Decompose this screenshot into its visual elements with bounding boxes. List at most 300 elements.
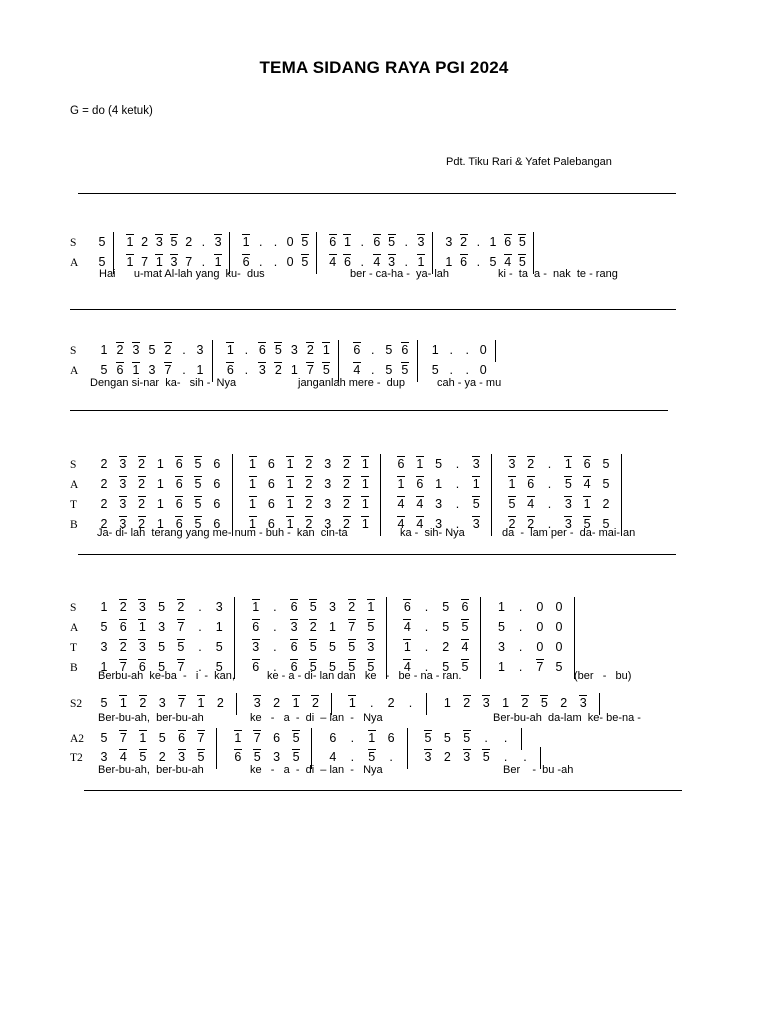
note: 1 (445, 255, 453, 269)
note: 2 (560, 696, 568, 710)
barline (533, 232, 534, 254)
barline (338, 340, 339, 362)
voice-label: S2 (70, 698, 83, 710)
notation-row-s (0, 232, 768, 252)
note: 5 (366, 750, 378, 764)
note: 4 (327, 255, 339, 269)
note: 5 (100, 731, 108, 745)
note: 7 (117, 731, 129, 745)
note: 4 (351, 363, 363, 377)
barline (426, 693, 427, 715)
dot-extension: . (371, 343, 375, 357)
note: 1 (359, 497, 371, 511)
note: 3 (251, 696, 263, 710)
dot-extension: . (259, 255, 263, 269)
note: 0 (536, 640, 544, 654)
note: 6 (288, 640, 300, 654)
note: 5 (442, 600, 450, 614)
note: 7 (175, 660, 187, 674)
notation-row-t (0, 637, 768, 657)
note: 7 (141, 255, 149, 269)
note: 1 (130, 363, 142, 377)
lyric-line: cah - ya - mu (437, 377, 502, 389)
note: 4 (459, 640, 471, 654)
note: 2 (341, 517, 353, 531)
note: 4 (502, 255, 514, 269)
note: 6 (371, 235, 383, 249)
note: 3 (153, 235, 165, 249)
note: 3 (196, 343, 204, 357)
barline (621, 454, 622, 476)
note: 5 (431, 363, 439, 377)
note: 5 (461, 731, 473, 745)
note: 1 (156, 457, 164, 471)
barline (380, 454, 381, 476)
note: 1 (290, 696, 302, 710)
barline (574, 637, 575, 659)
note: 3 (117, 497, 129, 511)
barline (480, 637, 481, 659)
voice-label: T (70, 499, 78, 511)
note: 2 (602, 497, 610, 511)
note: 3 (256, 363, 268, 377)
note: 3 (158, 696, 166, 710)
note: 2 (525, 517, 537, 531)
note: 5 (459, 620, 471, 634)
dot-extension: . (455, 517, 460, 531)
note: 5 (538, 696, 550, 710)
note: 3 (250, 640, 262, 654)
barline (480, 617, 481, 639)
dot-extension: . (503, 731, 508, 745)
note: 2 (506, 517, 518, 531)
dot-extension: . (484, 731, 488, 745)
dot-extension: . (455, 497, 460, 511)
note: 5 (100, 363, 108, 377)
note: 5 (215, 660, 223, 674)
note: 2 (309, 696, 321, 710)
note: 6 (256, 343, 268, 357)
note: 6 (459, 600, 471, 614)
note: 1 (284, 457, 296, 471)
note: 5 (251, 750, 263, 764)
voice-label: A (70, 365, 79, 377)
barline (407, 747, 408, 769)
barline (232, 454, 233, 476)
lyric-line: Ber-bu-ah, ber-bu-ah (98, 764, 204, 776)
note: 2 (443, 750, 451, 764)
note: 6 (399, 343, 411, 357)
divider-line (70, 309, 676, 310)
barline (480, 597, 481, 619)
note: 1 (247, 477, 259, 491)
note: 5 (158, 640, 166, 654)
note: 7 (117, 660, 129, 674)
dot-extension: . (424, 660, 429, 674)
note: 2 (458, 235, 470, 249)
note: 5 (385, 363, 393, 377)
note: 3 (288, 620, 300, 634)
note: 6 (250, 660, 262, 674)
barline (432, 232, 433, 254)
dot-extension: . (244, 343, 249, 357)
note: 3 (562, 497, 574, 511)
voice-label: A (70, 257, 79, 269)
note: 1 (196, 363, 204, 377)
note: 5 (470, 497, 482, 511)
note: 1 (124, 255, 136, 269)
song-title: TEMA SIDANG RAYA PGI 2024 (259, 58, 509, 77)
note: 3 (168, 255, 180, 269)
dot-extension: . (518, 600, 523, 614)
note: 3 (212, 235, 224, 249)
note: 6 (458, 255, 470, 269)
note: 5 (192, 517, 204, 531)
note: 1 (497, 660, 505, 674)
note: 1 (156, 477, 164, 491)
note: 2 (387, 696, 395, 710)
note: 1 (137, 731, 149, 745)
note: 5 (435, 457, 443, 471)
note: 3 (365, 640, 377, 654)
barline (495, 340, 496, 362)
note: 3 (130, 343, 142, 357)
note: 5 (386, 235, 398, 249)
note: 1 (247, 497, 259, 511)
note: 3 (470, 457, 482, 471)
note: 2 (100, 457, 108, 471)
note: 2 (341, 457, 353, 471)
barline (212, 340, 213, 362)
note: 6 (267, 517, 275, 531)
note: 3 (100, 640, 108, 654)
note: 1 (431, 343, 439, 357)
note: 4 (401, 660, 413, 674)
note: 6 (213, 457, 221, 471)
note: 5 (506, 497, 518, 511)
note: 3 (215, 600, 223, 614)
note: 1 (414, 457, 426, 471)
dot-extension: . (389, 750, 393, 764)
note: 1 (328, 620, 336, 634)
note: 2 (307, 620, 319, 634)
dot-extension: . (547, 517, 552, 531)
note: 5 (602, 457, 610, 471)
divider-line (78, 554, 676, 555)
note: 3 (328, 600, 336, 614)
note: 7 (162, 363, 174, 377)
note: 5 (307, 660, 319, 674)
note: 3 (290, 343, 298, 357)
note: 3 (562, 517, 574, 531)
barline (386, 637, 387, 659)
note: 5 (555, 660, 563, 674)
note: 5 (175, 640, 187, 654)
note: 6 (502, 235, 514, 249)
note: 5 (442, 660, 450, 674)
note: 1 (506, 477, 518, 491)
note: 5 (320, 363, 332, 377)
note: 7 (175, 620, 187, 634)
barline (229, 232, 230, 254)
note: 1 (346, 696, 358, 710)
barline (234, 617, 235, 639)
barline (574, 617, 575, 639)
note: 5 (98, 235, 106, 249)
note: 6 (267, 497, 275, 511)
note: 5 (290, 750, 302, 764)
note: 1 (247, 457, 259, 471)
notation-row-s (0, 340, 768, 360)
voice-label: A (70, 622, 79, 634)
note: 5 (516, 255, 528, 269)
notation-row-t (0, 494, 768, 514)
note: 5 (516, 235, 528, 249)
dot-extension: . (455, 477, 460, 491)
barline (113, 232, 114, 254)
note: 0 (479, 343, 487, 357)
note: 5 (346, 640, 358, 654)
note: 5 (215, 640, 223, 654)
voice-label: B (70, 662, 78, 674)
dot-extension: . (408, 696, 413, 710)
barline (234, 597, 235, 619)
barline (480, 657, 481, 679)
note: 5 (602, 517, 610, 531)
note: 6 (267, 477, 275, 491)
dot-extension: . (198, 600, 202, 614)
note: 3 (324, 497, 332, 511)
dot-extension: . (455, 457, 460, 471)
note: 3 (176, 750, 188, 764)
note: 2 (100, 497, 108, 511)
note: 1 (156, 517, 164, 531)
barline (491, 514, 492, 536)
note: 2 (117, 600, 129, 614)
note: 3 (117, 517, 129, 531)
barline (621, 494, 622, 516)
note: 6 (327, 235, 339, 249)
lyric-line: ke - a - di – lan - Nya (250, 712, 383, 724)
note: 3 (422, 750, 434, 764)
note: 3 (435, 497, 443, 511)
note: 5 (489, 255, 497, 269)
note: 3 (386, 255, 398, 269)
note: 1 (284, 517, 296, 531)
note: 7 (176, 696, 188, 710)
dot-extension: . (182, 343, 186, 357)
note: 1 (497, 600, 505, 614)
note: 6 (136, 660, 148, 674)
note: 2 (175, 600, 187, 614)
voice-label: B (70, 519, 78, 531)
note: 3 (435, 517, 443, 531)
voice-label: S (70, 345, 77, 357)
note: 6 (213, 497, 221, 511)
note: 1 (359, 477, 371, 491)
note: 3 (480, 696, 492, 710)
note: 2 (216, 696, 224, 710)
note: 5 (100, 696, 108, 710)
note: 7 (185, 255, 193, 269)
dot-extension: . (244, 363, 249, 377)
notation-row-a2 (0, 728, 768, 748)
note: 6 (581, 457, 593, 471)
note: 1 (395, 477, 407, 491)
note: 5 (399, 363, 411, 377)
notation-row-s (0, 454, 768, 474)
note: 5 (307, 640, 319, 654)
note: 6 (232, 750, 244, 764)
note: 2 (303, 477, 315, 491)
note: 2 (185, 235, 193, 249)
barline (386, 617, 387, 639)
note: 2 (519, 696, 531, 710)
note: 1 (100, 600, 108, 614)
dot-extension: . (518, 620, 523, 634)
note: 5 (299, 235, 311, 249)
dot-extension: . (371, 363, 375, 377)
note: 5 (307, 600, 319, 614)
note: 2 (114, 343, 126, 357)
dot-extension: . (518, 660, 523, 674)
barline (386, 597, 387, 619)
note: 5 (480, 750, 492, 764)
note: 6 (401, 600, 413, 614)
lyric-line: ke - a - di- lan dan ke - be - na - ran. (267, 670, 462, 682)
note: 6 (341, 255, 353, 269)
note: 5 (192, 457, 204, 471)
note: 2 (442, 640, 450, 654)
dot-extension: . (350, 750, 355, 764)
barline (491, 474, 492, 496)
note: 1 (100, 660, 108, 674)
voice-label: A (70, 479, 79, 491)
note: 1 (212, 255, 224, 269)
note: 5 (137, 750, 149, 764)
dot-extension: . (198, 640, 202, 654)
note: 3 (136, 640, 148, 654)
note: 7 (251, 731, 263, 745)
lyric-line: Hai u-mat Al-lah yang ku- dus (99, 268, 265, 280)
dot-extension: . (449, 363, 453, 377)
dot-extension: . (273, 620, 277, 634)
note: 2 (304, 343, 316, 357)
voice-label: S (70, 459, 77, 471)
note: 3 (445, 235, 453, 249)
dot-extension: . (273, 660, 277, 674)
note: 7 (534, 660, 546, 674)
note: 5 (497, 620, 505, 634)
note: 1 (470, 477, 482, 491)
note: 7 (195, 731, 207, 745)
note: 1 (365, 600, 377, 614)
lyric-line: Berbu-ah ke-ba - i - kan, (98, 670, 235, 682)
note: 5 (158, 731, 166, 745)
note: 1 (502, 696, 510, 710)
note: 1 (562, 457, 574, 471)
barline (232, 494, 233, 516)
lyric-line: Dengan si-nar ka- sih - Nya (90, 377, 237, 389)
dot-extension: . (465, 343, 469, 357)
note: 1 (366, 731, 378, 745)
dot-extension: . (476, 255, 481, 269)
barline (236, 693, 237, 715)
dot-extension: . (273, 600, 277, 614)
voice-label: T2 (70, 752, 83, 764)
notation-row-a (0, 617, 768, 637)
dot-extension: . (404, 235, 409, 249)
note: 4 (581, 477, 593, 491)
dot-extension: . (547, 457, 552, 471)
barline (232, 474, 233, 496)
note: 2 (100, 517, 108, 531)
note: 2 (136, 497, 148, 511)
note: 0 (536, 600, 544, 614)
note: 1 (153, 255, 165, 269)
note: 6 (329, 731, 337, 745)
barline (380, 474, 381, 496)
note: 5 (148, 343, 156, 357)
note: 1 (435, 477, 443, 491)
dot-extension: . (424, 620, 429, 634)
dot-extension: . (424, 640, 429, 654)
note: 6 (213, 477, 221, 491)
note: 6 (117, 620, 129, 634)
note: 2 (272, 363, 284, 377)
note: 5 (562, 477, 574, 491)
note: 2 (303, 517, 315, 531)
note: 1 (284, 477, 296, 491)
composer-credit: Pdt. Tiku Rari & Yafet Palebangan (446, 156, 612, 168)
note: 5 (158, 660, 166, 674)
lyric-line: ka - sih- Nya (400, 527, 465, 539)
note: 3 (577, 696, 589, 710)
notation-row-a (0, 474, 768, 494)
lyric-line: janganlah mere - dup (298, 377, 406, 389)
note: 5 (346, 660, 358, 674)
note: 1 (124, 235, 136, 249)
barline (491, 454, 492, 476)
note: 1 (240, 235, 252, 249)
note: 0 (286, 235, 294, 249)
note: 1 (341, 235, 353, 249)
note: 5 (100, 620, 108, 634)
note: 2 (137, 696, 149, 710)
note: 1 (443, 696, 451, 710)
barline (417, 340, 418, 362)
note: 5 (365, 620, 377, 634)
dot-extension: . (259, 235, 263, 249)
note: 1 (100, 343, 108, 357)
dot-extension: . (360, 255, 364, 269)
note: 1 (136, 620, 148, 634)
dot-extension: . (547, 497, 552, 511)
dot-extension: . (182, 363, 186, 377)
note: 3 (100, 750, 108, 764)
note: 2 (273, 696, 281, 710)
note: 3 (136, 600, 148, 614)
note: 0 (555, 600, 563, 614)
note: 3 (497, 640, 505, 654)
voice-label: A2 (70, 733, 85, 745)
note: 6 (176, 731, 188, 745)
note: 3 (324, 517, 332, 531)
lyric-line: da - lam per - da- mai- an (502, 527, 636, 539)
dot-extension: . (523, 750, 527, 764)
dot-extension: . (518, 640, 523, 654)
lyric-line: Ber - bu -ah (503, 764, 574, 776)
